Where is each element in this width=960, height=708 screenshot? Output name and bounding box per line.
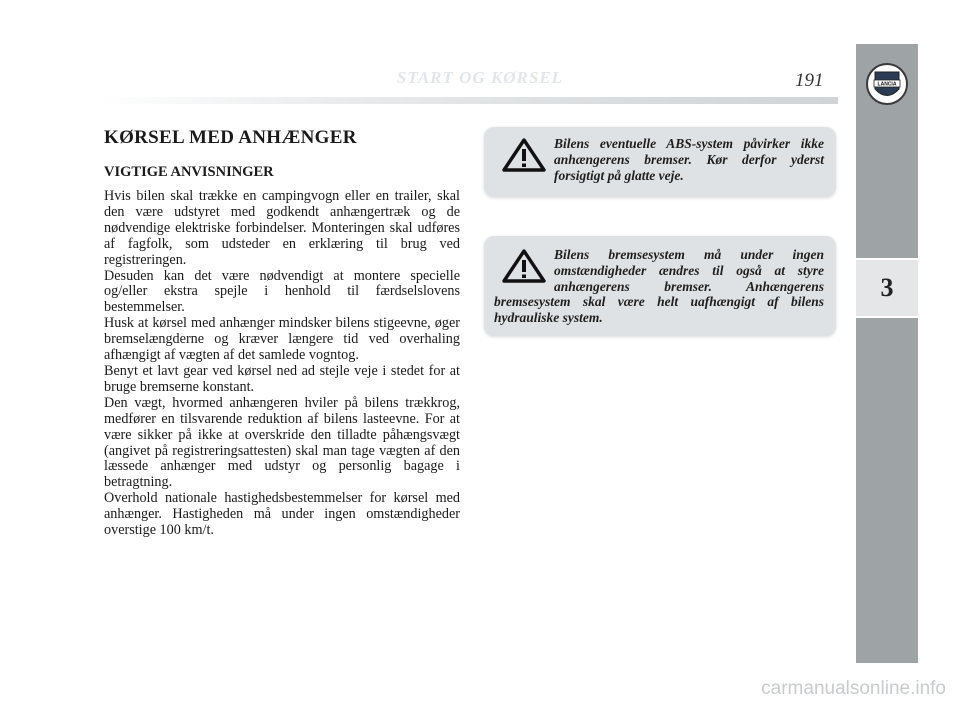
- body-text: [104, 189, 460, 539]
- warning-box-brakes: [484, 236, 836, 336]
- chapter-number[interactable]: 3: [856, 258, 918, 318]
- paragraph: Benyt et lavt gear ved kørsel ned ad stejle veje i stedet for at bruge bremserne konstant.: [104, 362, 460, 395]
- paragraph: Hvis bilen skal trække en campingvogn eller en trailer, skal den være udstyret med godkendt anhængertræk og de nødvendige elektriske forbindelser. Monteringen skal udføres af fagfolk, som udsteder en erklæring til brug ved registreringen.: [104, 188, 460, 268]
- subheading: VIGTIGE ANVISNINGER: [104, 164, 274, 180]
- watermark: carmanualsonline.info: [761, 678, 946, 699]
- paragraph: Den vægt, hvormed anhængeren hviler på bilens trækkrog, medfører en tilsvarende reduktion af bilens lasteevne. For at være sikker på ikke at overskride den tilladte påhængsvægt (angivet på registreringsattesten) skal man tage vægten af den læssede anhænger med udstyr og personlig bagage i betragtning.: [104, 394, 460, 491]
- page-heading: KØRSEL MED ANHÆNGER: [104, 127, 357, 148]
- paragraph: Overhold nationale hastighedsbestemmelser for kørsel med anhænger. Hastigheden må under ingen omstændigheder overstige 100 km/t.: [104, 490, 460, 539]
- warning-text: Bilens bremsesystem må under ingen omstændigheder ændres til også at styre anhængerens bremser. Anhængerens bremsesystem skal være helt uafhængigt af bilens hydrauliske system.: [494, 247, 824, 326]
- lancia-logo-icon: [866, 62, 908, 106]
- paragraph: Desuden kan det være nødvendigt at montere specielle og/eller ekstra spejle i henhold til færdselslovens bestemmelser.: [104, 267, 460, 316]
- page-number: 191: [795, 70, 824, 91]
- warning-box-abs: [484, 127, 836, 197]
- warning-triangle-icon: [502, 138, 546, 172]
- warning-triangle-icon: [502, 249, 546, 283]
- logo-text: LANCIA: [877, 81, 897, 88]
- chapter-side-tab: [856, 44, 918, 663]
- warning-text: Bilens eventuelle ABS-system påvirker ikke anhængerens bremser. Kør derfor yderst forsigtigt på glatte veje.: [554, 136, 824, 183]
- header-divider: [98, 97, 838, 104]
- section-title: START OG KØRSEL: [396, 68, 564, 87]
- paragraph: Husk at kørsel med anhænger mindsker bilens stigeevne, øger bremselængderne og kræver længere tid ved overhaling afhængigt af vægten af det samlede vogntog.: [104, 315, 460, 364]
